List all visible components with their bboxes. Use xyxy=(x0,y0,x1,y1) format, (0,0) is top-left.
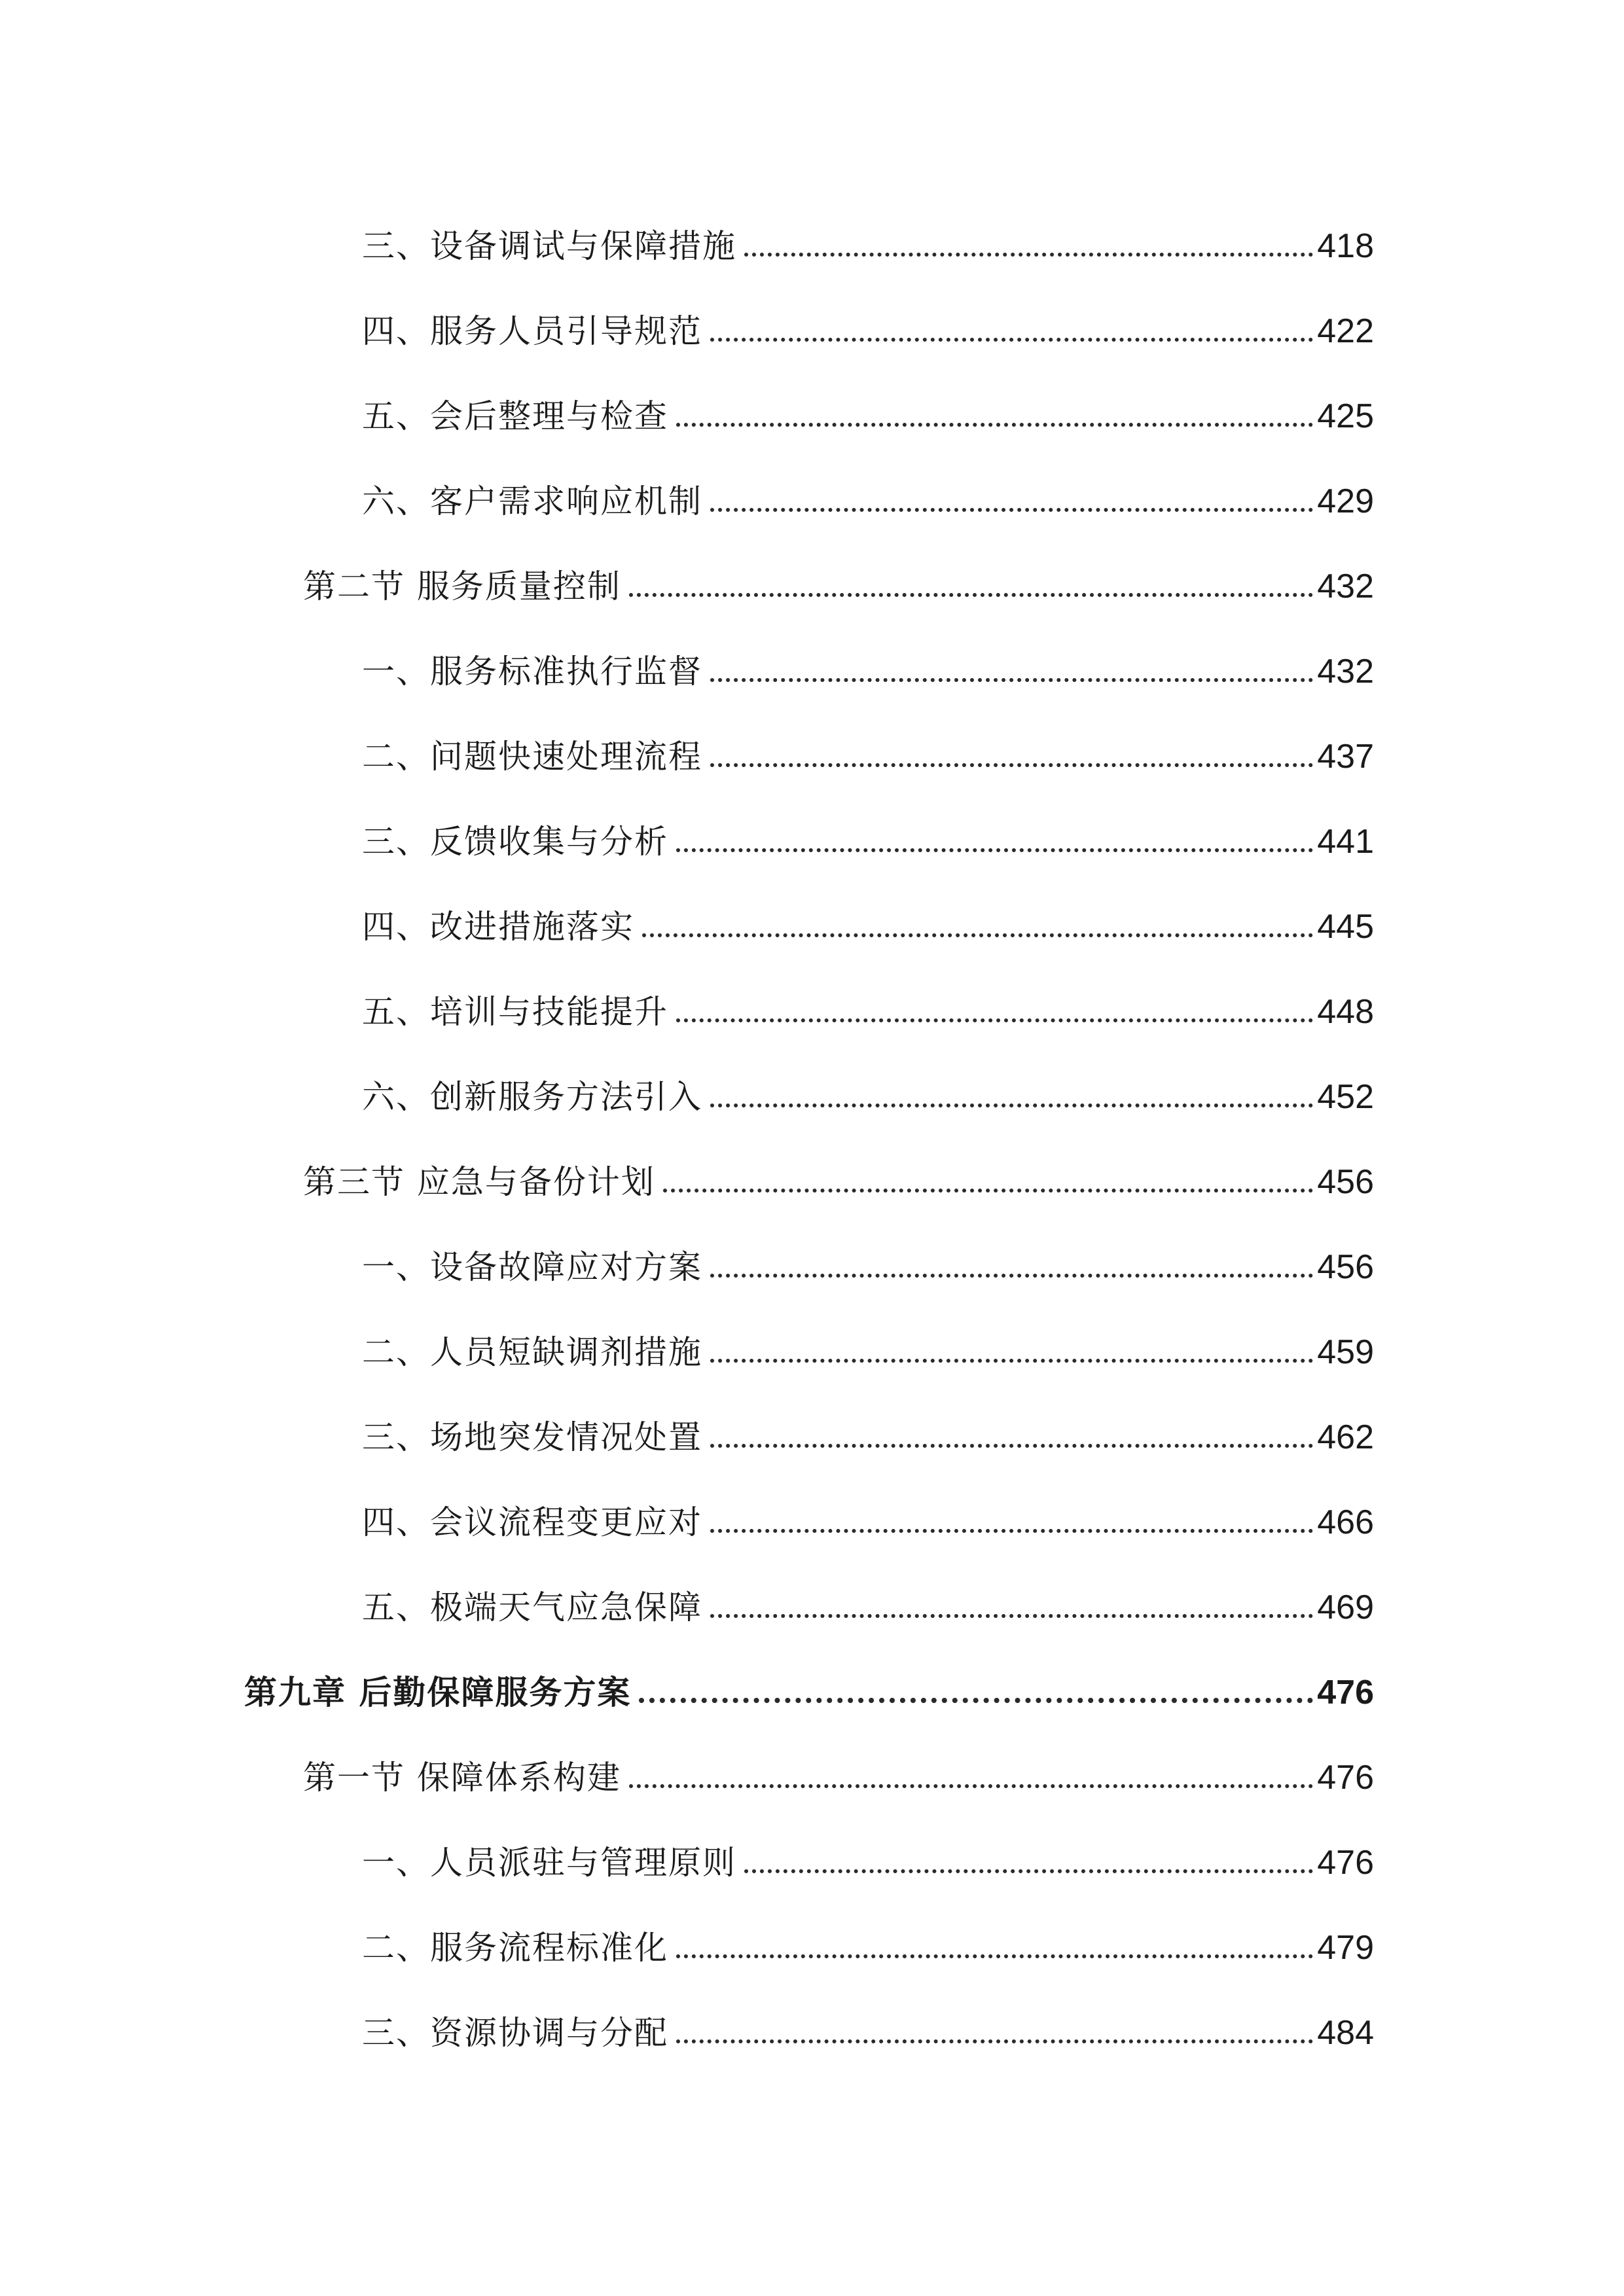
toc-entry[interactable] xyxy=(362,469,1374,521)
toc-entry[interactable] xyxy=(362,1064,1374,1117)
toc-entry[interactable] xyxy=(362,1830,1374,1882)
toc-section-entry[interactable] xyxy=(303,1745,1374,1797)
toc-entry-page: 469 xyxy=(1317,1588,1374,1626)
toc-entry-page: 484 xyxy=(1317,2014,1374,2052)
toc-entry-title: 三、资源协调与分配 xyxy=(362,2014,668,2052)
dot-leader xyxy=(676,1954,1313,1958)
dot-leader xyxy=(676,423,1313,427)
toc-entry-title: 六、客户需求响应机制 xyxy=(362,482,702,520)
toc-entry[interactable] xyxy=(362,384,1374,436)
toc-entry-title: 五、会后整理与检查 xyxy=(362,397,668,435)
dot-leader xyxy=(629,593,1313,597)
toc-entry-title: 第三节 应急与备份计划 xyxy=(303,1163,655,1201)
toc-entry[interactable] xyxy=(362,298,1374,351)
toc-entry-title: 一、服务标准执行监督 xyxy=(362,653,702,691)
dot-leader xyxy=(676,848,1313,852)
toc-entry-title: 六、创新服务方法引入 xyxy=(362,1078,702,1116)
toc-entry-title: 第二节 服务质量控制 xyxy=(303,567,621,605)
dot-leader xyxy=(710,1444,1313,1448)
toc-entry[interactable] xyxy=(362,809,1374,861)
toc-entry-page: 476 xyxy=(1317,1759,1374,1797)
dot-leader xyxy=(710,1529,1313,1533)
dot-leader xyxy=(710,678,1313,682)
toc-entry[interactable] xyxy=(362,1490,1374,1542)
toc-entry[interactable] xyxy=(362,213,1374,266)
toc-entry-page: 441 xyxy=(1317,823,1374,861)
toc-entry-title: 一、设备故障应对方案 xyxy=(362,1248,702,1286)
toc-entry-title: 二、人员短缺调剂措施 xyxy=(362,1333,702,1371)
dot-leader xyxy=(676,1018,1313,1022)
dot-leader xyxy=(710,1274,1313,1278)
toc-entry-page: 418 xyxy=(1317,227,1374,265)
dot-leader xyxy=(744,1869,1313,1873)
toc-entry-page: 466 xyxy=(1317,1503,1374,1541)
toc-entry-title: 二、问题快速处理流程 xyxy=(362,738,702,776)
toc-entry[interactable] xyxy=(362,1319,1374,1372)
toc-entry-page: 476 xyxy=(1317,1844,1374,1882)
toc-entry[interactable] xyxy=(362,639,1374,691)
toc-entry-page: 432 xyxy=(1317,567,1374,605)
toc-chapter-entry[interactable] xyxy=(244,1660,1374,1712)
toc-entry-page: 462 xyxy=(1317,1418,1374,1456)
toc-entry-page: 422 xyxy=(1317,312,1374,350)
toc-entry[interactable] xyxy=(362,894,1374,946)
toc-entry-title: 三、场地突发情况处置 xyxy=(362,1418,702,1456)
toc-entry-page: 459 xyxy=(1317,1333,1374,1371)
toc-entry-title: 四、会议流程变更应对 xyxy=(362,1503,702,1541)
toc-entry[interactable] xyxy=(362,1405,1374,1457)
toc-entry-page: 437 xyxy=(1317,738,1374,776)
toc-entry-page: 432 xyxy=(1317,653,1374,691)
toc-entry-title: 五、极端天气应急保障 xyxy=(362,1588,702,1626)
dot-leader xyxy=(710,338,1313,342)
toc-section-entry[interactable] xyxy=(303,554,1374,606)
toc-entry[interactable] xyxy=(362,724,1374,776)
toc-entry-page: 448 xyxy=(1317,993,1374,1031)
toc-entry-title: 五、培训与技能提升 xyxy=(362,993,668,1031)
dot-leader xyxy=(710,508,1313,512)
toc-entry-page: 445 xyxy=(1317,908,1374,946)
toc-entry-title: 四、服务人员引导规范 xyxy=(362,312,702,350)
dot-leader xyxy=(629,1784,1313,1788)
toc-entry-title: 第一节 保障体系构建 xyxy=(303,1759,621,1797)
toc-entry-page: 452 xyxy=(1317,1078,1374,1116)
dot-leader xyxy=(710,1359,1313,1363)
toc-entry-page: 425 xyxy=(1317,397,1374,435)
toc-entry[interactable] xyxy=(362,1234,1374,1287)
toc-entry-page: 456 xyxy=(1317,1163,1374,1201)
toc-entry-title: 三、设备调试与保障措施 xyxy=(362,227,736,265)
toc-entry-title: 第九章 后勤保障服务方案 xyxy=(244,1674,632,1712)
toc-entry-title: 三、反馈收集与分析 xyxy=(362,823,668,861)
toc-entry[interactable] xyxy=(362,979,1374,1031)
dot-leader xyxy=(663,1189,1313,1193)
dot-leader xyxy=(676,2039,1313,2043)
dot-leader xyxy=(642,933,1313,937)
toc-entry[interactable] xyxy=(362,1575,1374,1627)
toc-entry-page: 456 xyxy=(1317,1248,1374,1286)
toc-entry-title: 四、改进措施落实 xyxy=(362,908,634,946)
toc-entry[interactable] xyxy=(362,1915,1374,1967)
toc-entry-page: 479 xyxy=(1317,1929,1374,1967)
toc-entry-page: 429 xyxy=(1317,482,1374,520)
toc-entry-title: 二、服务流程标准化 xyxy=(362,1929,668,1967)
dot-leader xyxy=(710,763,1313,767)
dot-leader xyxy=(744,253,1313,257)
toc-entry[interactable] xyxy=(362,2000,1374,2053)
toc-entry-page: 476 xyxy=(1317,1674,1374,1712)
dot-leader xyxy=(710,1614,1313,1618)
dot-leader xyxy=(710,1103,1313,1107)
toc-section-entry[interactable] xyxy=(303,1149,1374,1202)
toc-entry-title: 一、人员派驻与管理原则 xyxy=(362,1844,736,1882)
dot-leader xyxy=(639,1698,1313,1703)
